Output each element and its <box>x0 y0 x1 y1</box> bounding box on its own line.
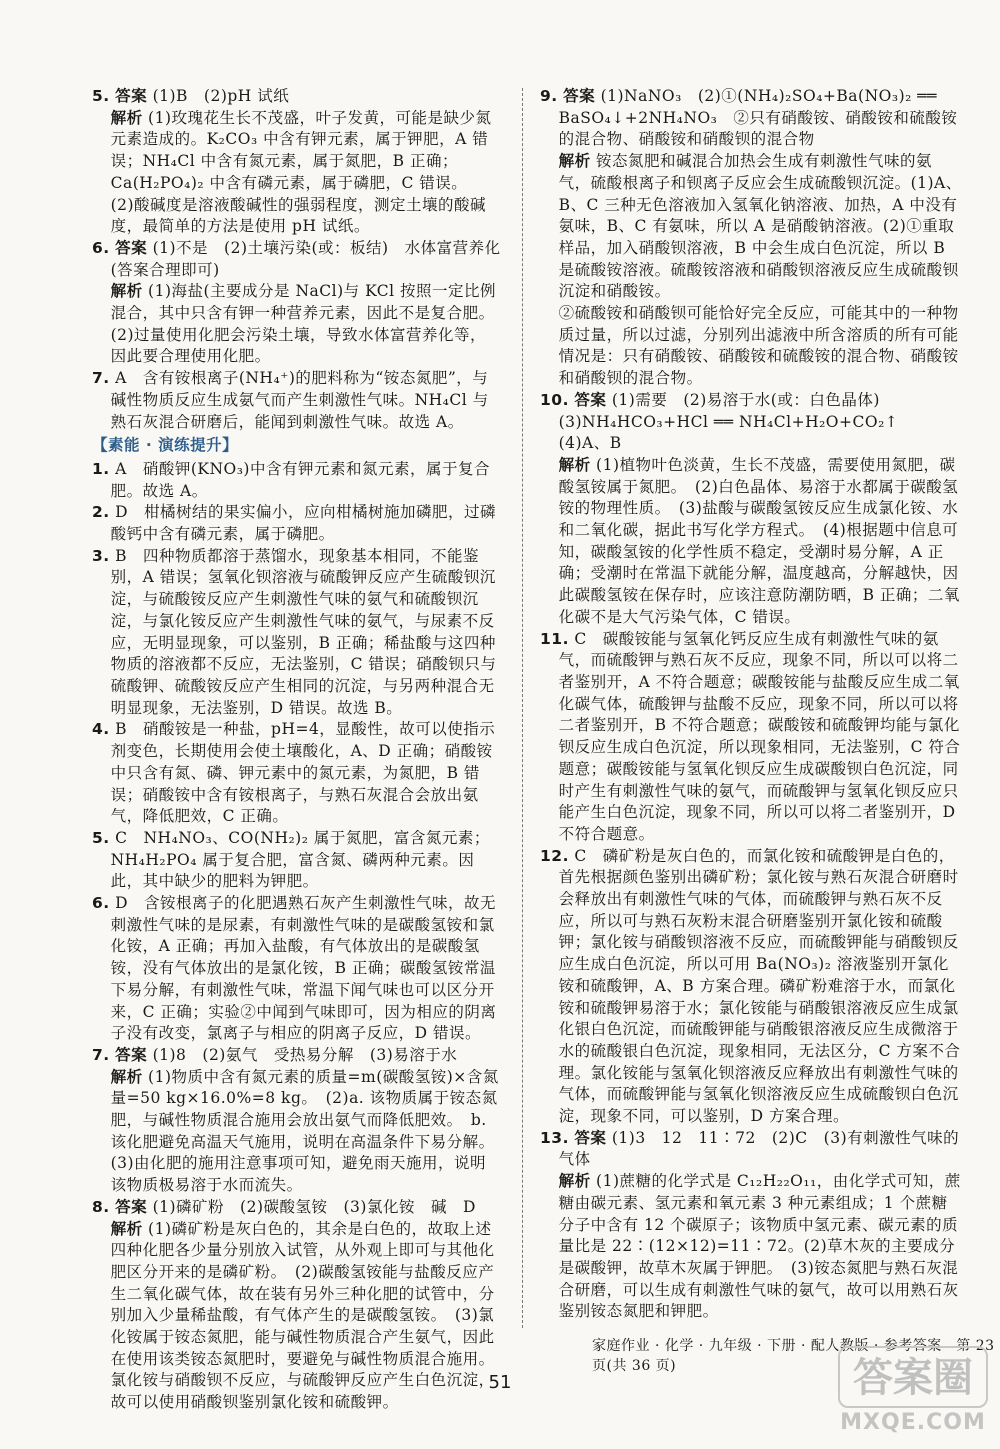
question-number: 9. <box>540 87 558 105</box>
answer-line <box>92 1197 502 1219</box>
answer-text: B 硝酸铵是一种盐，pH=4，显酸性，故可以使指示剂变色，长期使用会使土壤酸化，A、D 正确；硝酸铵中只含有氮、磷、钾元素中的氮元素，为氮肥，B 错误；硝酸铵中含有铵根离子，与熟石灰混合会放出氨气，降低肥效，C 正确。 <box>110 720 496 826</box>
analysis-text: (1)蔗糖的化学式是 C₁₂H₂₂O₁₁，由化学式可知，蔗糖由碳元素、氢元素和氧元素 3 种元素组成；1 个蔗糖分子中含有 12 个碳原子；该物质中氢元素、碳元素的质量比是 22∶(12×12)=11∶72。(2)草木灰的主要成分是碳酸钾，故草木灰属于钾肥。 (3)铵态氮肥与熟石灰混合研磨，可以生成有刺激性气味的氨气，故可以用熟石灰鉴别铵态氮肥和钾肥。 <box>558 1172 961 1321</box>
page-number: 51 <box>488 1372 512 1393</box>
analysis-label: 解析 <box>558 1172 591 1191</box>
question-number: 1. <box>92 459 110 478</box>
page-footer: 家庭作业 · 化学 · 九年级 · 下册 · 配人教版 · 参考答案 第 23 页(共 36 页) <box>592 1338 995 1374</box>
question-item <box>92 828 502 893</box>
question-number: 7. <box>92 1045 110 1064</box>
question-item <box>92 893 502 1045</box>
answer-label: 答案 <box>574 1128 607 1147</box>
question-number: 8. <box>92 1197 110 1216</box>
answer-text: (1)B (2)pH 试纸 <box>152 87 290 105</box>
analysis-paragraph <box>92 1067 502 1197</box>
question-item <box>92 546 502 720</box>
question-item <box>92 368 502 433</box>
analysis-label: 解析 <box>110 1219 143 1238</box>
analysis-text: (1)玫瑰花生长不茂盛，叶子发黄，可能是缺少氮元素造成的。K₂CO₃ 中含有钾元素，属于钾肥，A 错误；NH₄Cl 中含有氮元素，属于氮肥，B 正确；Ca(H₂PO₄)₂ 中含有磷元素，属于磷肥，C 错误。 <box>110 108 492 192</box>
answer-line <box>540 86 962 151</box>
analysis-label: 解析 <box>110 1067 143 1086</box>
question-number: 5. <box>92 828 110 847</box>
analysis-paragraph <box>92 1219 502 1414</box>
answer-line <box>540 390 962 455</box>
question-number: 13. <box>540 1128 569 1147</box>
question-item <box>92 502 502 545</box>
analysis-text: (1)磷矿粉是灰白色的，其余是白色的，故取上述四种化肥各少量分别放入试管，从外观上即可与其他化肥区分开来的是磷矿粉。 (2)碳酸氢铵能与盐酸反应产生二氧化碳气体，故在装有另外三种化肥的试管中，分别加入少量稀盐酸，有气体产生的是碳酸氢铵。 (3)氯化铵属于铵态氮肥，能与碱性物质混合产生氨气，因此在使用该类铵态氮肥时，要避免与碱性物质混合施用。氯化铵与硝酸钡不反应，与硫酸钾反应产生白色沉淀，故可以使用硝酸钡鉴别氯化铵和硫酸钾。 <box>110 1219 495 1412</box>
answer-line <box>540 1128 962 1171</box>
analysis-label: 解析 <box>558 455 591 474</box>
answer-label: 答案 <box>574 390 607 409</box>
watermark-logo <box>838 1346 988 1438</box>
answer-text: D 含铵根离子的化肥遇熟石灰产生刺激性气味，故无刺激性气味的是尿素，有刺激性气味的是碳酸氢铵和氯化铵，A 正确；再加入盐酸，有气体放出的是碳酸氢铵，没有气体放出的是氯化铵，B 正确；碳酸氢铵常温下易分解，有刺激性气味，常温下闻气味也可以区分开来，C 正确；实验②中闻到气味即可，因为相应的阴离子没有改变，氯离子与相应的阴离子反应，D 错误。 <box>110 894 497 1043</box>
question-number: 2. <box>92 503 110 522</box>
answer-text: (1)3 12 11∶72 (2)C (3)有刺激性气味的气体 <box>558 1128 960 1169</box>
analysis-paragraph <box>92 108 502 195</box>
question-number: 5. <box>92 87 110 105</box>
answer-label: 答案 <box>115 1197 148 1216</box>
question-number: 12. <box>540 846 569 865</box>
answer-label: 答案 <box>563 87 596 105</box>
answer-text: (1)NaNO₃ (2)①(NH₄)₂SO₄+Ba(NO₃)₂ ══ BaSO₄↓+2NH₄NO₃ ②只有硝酸铵、硝酸铵和硫酸铵的混合物、硝酸铵和硝酸钡的混合物 <box>558 87 958 149</box>
analysis-label: 解析 <box>110 282 143 301</box>
answer-text: (1)8 (2)氨气 受热易分解 (3)易溶于水 <box>152 1045 458 1064</box>
question-number: 11. <box>540 629 569 648</box>
answer-line <box>92 86 502 108</box>
answer-label: 答案 <box>115 1045 148 1064</box>
answer-text: A 含有铵根离子(NH₄⁺)的肥料称为“铵态氮肥”，与碱性物质反应生成氨气而产生刺激性气味。NH₄Cl 与熟石灰混合研磨后，能闻到刺激性气味。故选 A。 <box>110 369 489 431</box>
answer-text: (1)不是 (2)土壤污染(或：板结) 水体富营养化(答案合理即可) <box>110 238 501 279</box>
right-column <box>540 86 962 1323</box>
answer-text: B 四种物质都溶于蒸馏水，现象基本相同，不能鉴别，A 错误；氢氧化钡溶液与硫酸钾反应产生硫酸钡沉淀，与硫酸铵反应产生刺激性气味的氨气和硫酸钡沉淀，与氯化铵反应产生刺激性气味的氨气，与尿素不反应，无明显现象，可以鉴别，B 正确；稀盐酸与这四种物质的溶液都不反应，无法鉴别，C 错误；硝酸钡只与硫酸钾、硫酸铵反应产生相同的沉淀，与另两种混合无明显现象，无法鉴别，D 错误。故选 B。 <box>110 546 497 717</box>
answer-text: (1)需要 (2)易溶于水(或：白色晶体) (3)NH₄HCO₃+HCl ══ NH₄Cl+H₂O+CO₂↑ (4)A、B <box>558 390 915 453</box>
answer-line <box>92 1045 502 1067</box>
watermark-url: MXQE.COM <box>840 1410 986 1435</box>
left-column <box>92 86 502 1414</box>
analysis-paragraph <box>92 281 502 368</box>
analysis-text: (1)植物叶色淡黄，生长不茂盛，需要使用氮肥，碳酸氢铵属于氮肥。 (2)白色晶体、易溶于水都属于碳酸氢铵的物理性质。 (3)盐酸与碳酸氢铵反应生成氯化铵、水和二氧化碳，据此书写化学方程式。 (4)根据题中信息可知，碳酸氢铵的化学性质不稳定，受潮时易分解，A 正确；受潮时在常温下就能分解，温度越高，分解越快，因此碳酸氢铵在保存时，应该注意防潮防晒，B 正确；二氧化碳不是大气污染气体，C 错误。 <box>558 455 960 626</box>
analysis-label: 解析 <box>110 108 143 127</box>
question-number: 4. <box>92 720 110 739</box>
question-item <box>92 459 502 502</box>
question-number: 3. <box>92 546 110 565</box>
answer-line <box>92 238 502 281</box>
answer-label: 答案 <box>115 238 148 257</box>
question-number: 6. <box>92 238 110 257</box>
watermark-logo-text: 答案圈 <box>838 1346 988 1408</box>
answer-label: 答案 <box>115 87 148 105</box>
column-divider <box>522 88 523 1328</box>
analysis-text: (1)物质中含有氮元素的质量=m(碳酸氢铵)×含氮量=50 kg×16.0%=8 kg。 (2)a. 该物质属于铵态氮肥，与碱性物质混合施用会放出氨气而降低肥效。 b. 该化肥避免高温天气施用，说明在高温条件下易分解。 (3)由化肥的施用注意事项可知，避免雨天施用，说明该物质极易溶于水而流失。 <box>110 1067 503 1195</box>
answer-text: (1)磷矿粉 (2)碳酸氢铵 (3)氯化铵 碱 D <box>152 1197 476 1216</box>
question-number: 7. <box>92 369 110 388</box>
answer-text: A 硝酸钾(KNO₃)中含有钾元素和氮元素，属于复合肥。故选 A。 <box>110 459 490 500</box>
analysis-paragraph <box>540 151 962 303</box>
answer-text: D 柑橘树结的果实偏小，应向柑橘树施加磷肥，过磷酸钙中含有磷元素，属于磷肥。 <box>110 503 497 544</box>
question-number: 10. <box>540 390 569 409</box>
analysis-label: 解析 <box>558 152 591 171</box>
analysis-text: 铵态氮肥和碱混合加热会生成有刺激性气味的氨气，硫酸根离子和钡离子反应会生成硫酸钡沉淀。(1)A、B、C 三种无色溶液加入氢氧化钠溶液、加热，A 中没有氨味，B、C 有氨味，所以 A 是硝酸钠溶液。(2)①重取样品，加入硝酸钡溶液，B 中会生成白色沉淀，所以 B 是硫酸铵溶液。硫酸铵溶液和硝酸钡溶液反应生成硫酸钡沉淀和硝酸铵。 <box>558 152 962 301</box>
text-paragraph: ②硫酸铵和硝酸钡可能恰好完全反应，可能其中的一种物质过量，所以过滤，分别列出滤液中所含溶质的所有可能情况是：只有硝酸铵、硝酸铵和硫酸铵的混合物、硝酸铵和硝酸钡的混合物。 <box>558 304 959 388</box>
question-item <box>540 846 962 1128</box>
question-item <box>92 719 502 828</box>
text-paragraph: (2)酸碱度是溶液酸碱性的强弱程度，测定土壤的酸碱度，最简单的方法是使用 pH 试纸。 <box>110 195 487 236</box>
question-item <box>540 629 962 846</box>
question-number: 6. <box>92 894 110 913</box>
answer-text: C NH₄NO₃、CO(NH₂)₂ 属于氮肥，富含氮元素；NH₄H₂PO₄ 属于复合肥，富含氮、磷两种元素。因此，其中缺少的肥料为钾肥。 <box>110 828 490 891</box>
analysis-paragraph <box>540 1171 962 1323</box>
section-heading: 【素能 · 演练提升】 <box>92 436 239 455</box>
answer-text: C 磷矿粉是灰白色的，而氯化铵和硫酸钾是白色的，首先根据颜色鉴别出磷矿粉；氯化铵与熟石灰混合研磨时会释放出有刺激性气味的气体，而硫酸钾与熟石灰不反应，所以可与熟石灰粉末混合研磨鉴别开氯化铵和硫酸钾；氯化铵与硝酸钡溶液不反应，而硫酸钾能与硝酸钡反应生成白色沉淀，所以可用 Ba(NO₃)₂ 溶液鉴别开氯化铵和硫酸钾，A、B 方案合理。磷矿粉难溶于水，而氯化铵和硫酸钾易溶于水；氯化铵能与硝酸银溶液反应生成氯化银白色沉淀，而硫酸钾能与硝酸银溶液反应生成微溶于水的硫酸银白色沉淀，现象相同，无法区分，C 方案不合理。氯化铵能与氢氧化钡溶液反应释放出有刺激性气味的气体，而硫酸钾能与氢氧化钡溶液反应生成硫酸钡白色沉淀，现象不同，可以鉴别，D 方案合理。 <box>558 846 961 1126</box>
analysis-text: (1)海盐(主要成分是 NaCl)与 KCl 按照一定比例混合，其中只含有钾一种营养元素，因此不是复合肥。 (2)过量使用化肥会污染土壤，导致水体富营养化等，因此要合理使用化肥。 <box>110 282 503 366</box>
answer-text: C 碳酸铵能与氢氧化钙反应生成有刺激性气味的氨气，而硫酸钾与熟石灰不反应，现象不同，所以可以将二者鉴别开，A 不符合题意；碳酸铵能与盐酸反应生成二氧化碳气体，硫酸钾与盐酸不反应，现象不同，所以可以将二者鉴别开，B 不符合题意；碳酸铵和硫酸钾均能与氯化钡反应生成白色沉淀，所以现象相同，无法鉴别，C 符合题意；碳酸铵能与氢氧化钡反应生成碳酸钡白色沉淀，同时产生有刺激性气味的氨气，而硫酸钾与氢氧化钡反应只能产生白色沉淀，现象不同，所以可以将二者鉴别开，D 不符合题意。 <box>558 629 961 843</box>
analysis-paragraph <box>540 455 962 629</box>
